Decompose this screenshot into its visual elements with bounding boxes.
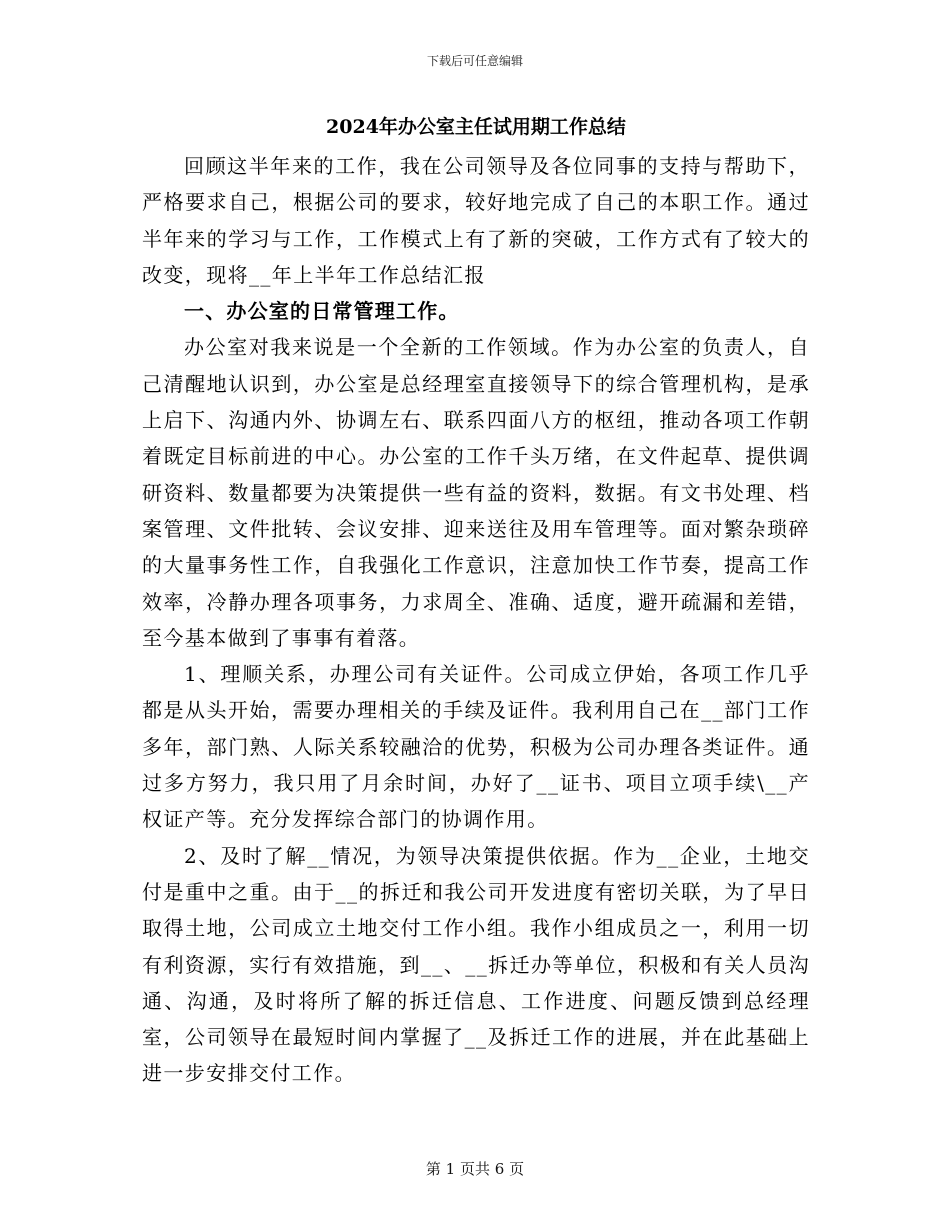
document-title: 2024年办公室主任试用期工作总结 [326,116,626,138]
intro-paragraph: 回顾这半年来的工作，我在公司领导及各位同事的支持与帮助下，严格要求自己，根据公司的要求，较好地完成了自己的本职工作。通过半年来的学习与工作，工作模式上有了新的突破，工作方式有了较大的改变，现将__年上半年工作总结汇报 [142,154,810,287]
document-body [142,106,810,1092]
page-number-footer: 第 1 页共 6 页 [425,1160,525,1178]
section-1-paragraph: 办公室对我来说是一个全新的工作领域。作为办公室的负责人，自己清醒地认识到，办公室是总经理室直接领导下的综合管理机构，是承上启下、沟通内外、协调左右、联系四面八方的枢纽，推动各项工作朝着既定目标前进的中心。办公室的工作千头万绪，在文件起草、提供调研资料、数量都要为决策提供一些有益的资料，数据。有文书处理、档案管理、文件批转、会议安排、迎来送往及用车管理等。面对繁杂琐碎的大量事务性工作，自我强化工作意识，注意加快工作节奏，提高工作效率，冷静办理各项事务，力求周全、准确、适度，避开疏漏和差错，至今基本做到了事事有着落。 [142,335,810,650]
section-1-heading: 一、办公室的日常管理工作。 [184,299,460,324]
item-2-paragraph: 2、及时了解__情况，为领导决策提供依据。作为__企业，土地交付是重中之重。由于__的拆迁和我公司开发进度有密切关联，为了早日取得土地，公司成立土地交付工作小组。我作小组成员之一，利用一切有利资源，实行有效措施，到__、__拆迁办等单位，积极和有关人员沟通、沟通，及时将所了解的拆迁信息、工作进度、问题反馈到总经理室，公司领导在最短时间内掌握了__及拆迁工作的进展，并在此基础上进一步安排交付工作。 [142,843,810,1086]
page-header-note: 下载后可任意编辑 [426,54,523,68]
item-1-paragraph: 1、理顺关系，办理公司有关证件。公司成立伊始，各项工作几乎都是从头开始，需要办理相关的手续及证件。我利用自己在__部门工作多年，部门熟、人际关系较融洽的优势，积极为公司办理各类证件。通过多方努力，我只用了月余时间，办好了__证书、项目立项手续\__产权证产等。充分发挥综合部门的协调作用。 [142,662,810,832]
